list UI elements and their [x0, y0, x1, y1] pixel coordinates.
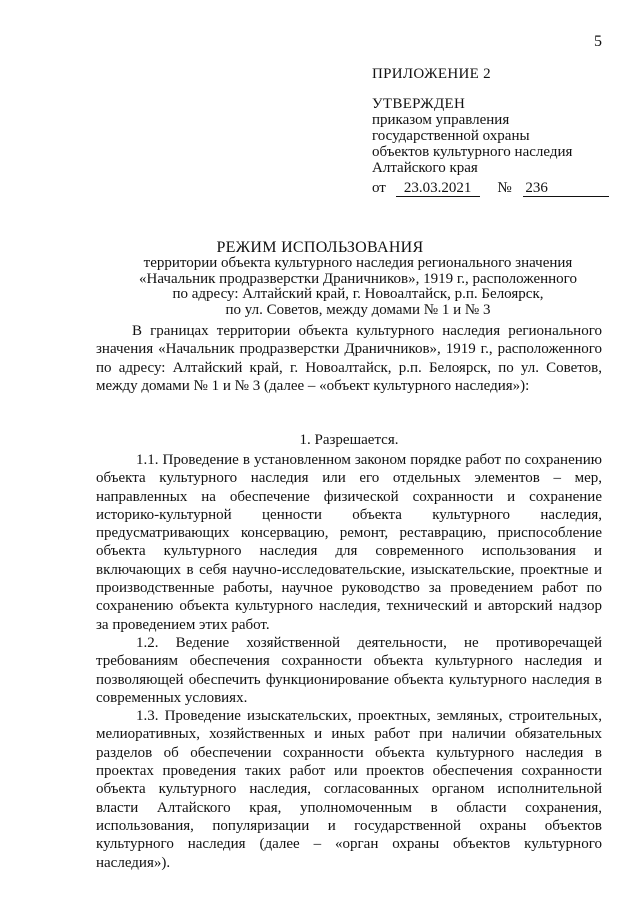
from-label: от — [372, 180, 386, 196]
appendix-label: ПРИЛОЖЕНИЕ 2 — [372, 66, 491, 82]
page-number: 5 — [594, 33, 602, 50]
approval-line: приказом управления — [372, 112, 510, 128]
clause-paragraph: 1.2. Ведение хозяйственной деятельности, не противоречащей требованиям обеспечения сохранности объекта культурного наследия и позволяющей обеспечить функционирование объекта культурного наследия в современных условиях. — [96, 634, 602, 706]
subtitle-line: «Начальник продразверстки Драничников», 1919 г., расположенного — [139, 270, 577, 287]
order-line — [372, 180, 602, 197]
regime-title: РЕЖИМ ИСПОЛЬЗОВАНИЯ — [216, 239, 424, 256]
order-number: 236 — [523, 181, 609, 197]
clauses-block — [96, 451, 602, 872]
intro-paragraph: В границах территории объекта культурного наследия регионального значения «Начальник продразверстки Драничников», 1919 г., расположенного по адресу: Алтайский край, г. Новоалтайск, р.п. Белоярск, по ул. Советов, между домами № 1 и № 3 (далее – «объект культурного наследия»): — [96, 323, 602, 394]
subtitle-line: по адресу: Алтайский край, г. Новоалтайск, р.п. Белоярск, — [172, 286, 544, 303]
approval-line: государственной охраны — [372, 128, 530, 144]
order-date: 23.03.2021 — [396, 181, 480, 197]
permitted-heading: 1. Разрешается. — [299, 432, 399, 448]
intro-block — [96, 322, 602, 395]
approval-line: объектов культурного наследия — [372, 144, 573, 160]
subtitle — [100, 256, 616, 318]
approval-block — [372, 66, 602, 197]
clause-paragraph: 1.1. Проведение в установленном законом порядке работ по сохранению объекта культурного наследия или его отдельных элементов – мер, направленных на обеспечение физической сохранности и сохранение историко-культурной ценности объекта культурного наследия, предусматривающих консервацию, ремонт, реставрацию, приспособление объекта культурного наследия для современного использования и включающих в себя научно-исследовательские, изыскательские, проектные и производственные работы, научное руководство за проведением работ по сохранению объекта культурного наследия, технический и авторский надзор за проведением этих работ. — [96, 452, 602, 633]
number-label: № — [497, 180, 512, 196]
approved-label: УТВЕРЖДЕН — [372, 96, 466, 112]
clause-paragraph: 1.3. Проведение изыскательских, проектных, земляных, строительных, мелиоративных, хозяйственных и иных работ при наличии обязательных разделов об обеспечении сохранности объекта культурного наследия в проектах проведения таких работ или проектов обеспечения сохранности объекта культурного наследия, согласованных органом исполнительной власти Алтайского края, уполномоченным в области сохранения, использования, популяризации и государственной охраны объектов культурного наследия (далее – «орган охраны объектов культурного наследия»). — [96, 708, 602, 871]
subtitle-line: территории объекта культурного наследия регионального значения — [143, 255, 573, 271]
approval-line: Алтайского края — [372, 160, 478, 176]
subtitle-line: по ул. Советов, между домами № 1 и № 3 — [225, 301, 491, 318]
